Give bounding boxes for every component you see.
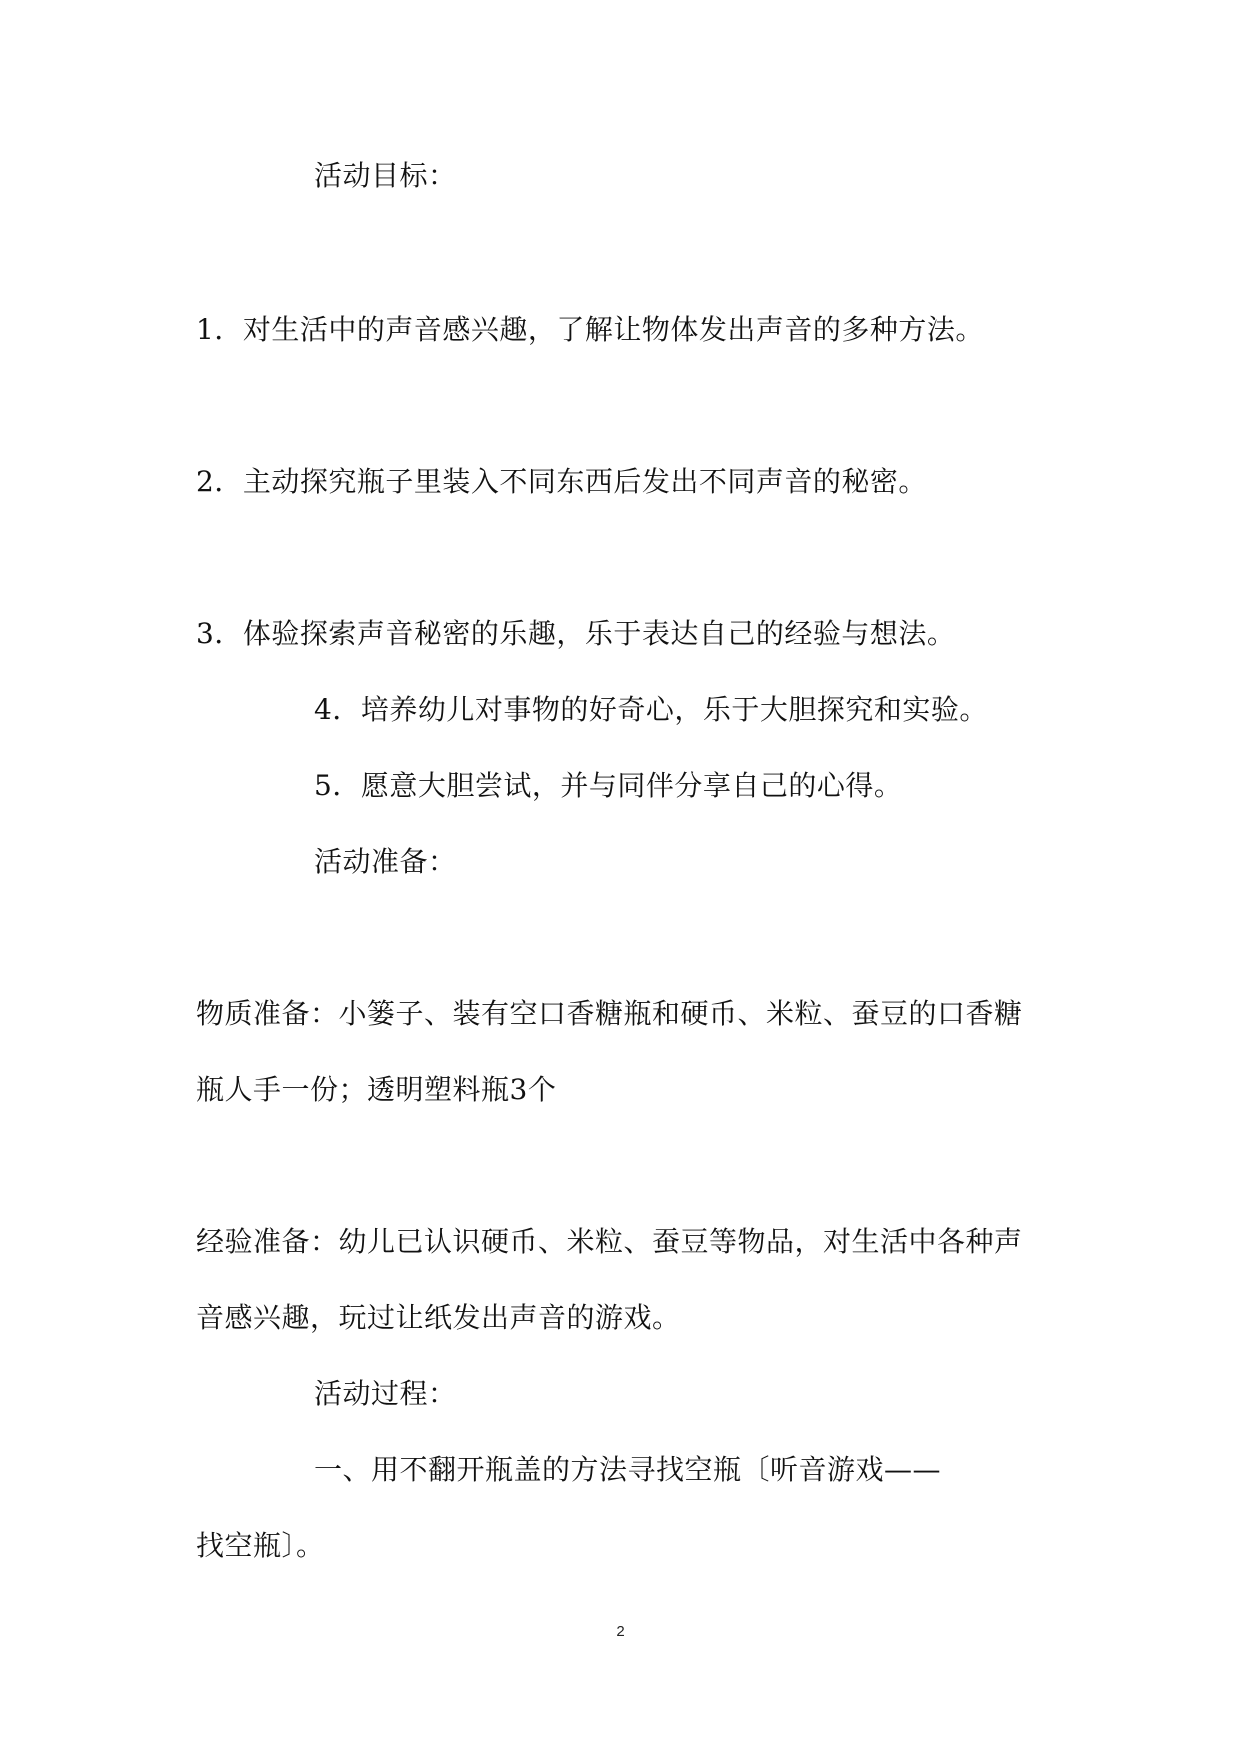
material-preparation-line-2: 瓶人手一份；透明塑料瓶3个 xyxy=(196,1073,557,1106)
process-step-1-line-1: 一、用不翻开瓶盖的方法寻找空瓶〔听音游戏—— xyxy=(314,1453,942,1486)
goal-item-3: 3．体验探索声音秘密的乐趣，乐于表达自己的经验与想法。 xyxy=(196,617,956,650)
material-preparation-line-1: 物质准备：小篓子、装有空口香糖瓶和硬币、米粒、蚕豆的口香糖 xyxy=(196,997,1023,1030)
goal-item-5: 5．愿意大胆尝试，并与同伴分享自己的心得。 xyxy=(314,769,903,802)
goal-item-2: 2．主动探究瓶子里装入不同东西后发出不同声音的秘密。 xyxy=(196,465,927,498)
goal-item-4: 4．培养幼儿对事物的好奇心，乐于大胆探究和实验。 xyxy=(314,693,988,726)
experience-preparation-line-2: 音感兴趣，玩过让纸发出声音的游戏。 xyxy=(196,1301,681,1334)
goal-item-1: 1．对生活中的声音感兴趣，了解让物体发出声音的多种方法。 xyxy=(196,313,984,346)
page-number: 2 xyxy=(616,1623,625,1640)
section-heading-goals: 活动目标： xyxy=(314,159,457,192)
process-step-1-line-2: 找空瓶〕。 xyxy=(196,1529,325,1562)
experience-preparation-line-1: 经验准备：幼儿已认识硬币、米粒、蚕豆等物品，对生活中各种声 xyxy=(196,1225,1023,1258)
section-heading-preparation: 活动准备： xyxy=(314,845,457,878)
section-heading-process: 活动过程： xyxy=(314,1377,457,1410)
